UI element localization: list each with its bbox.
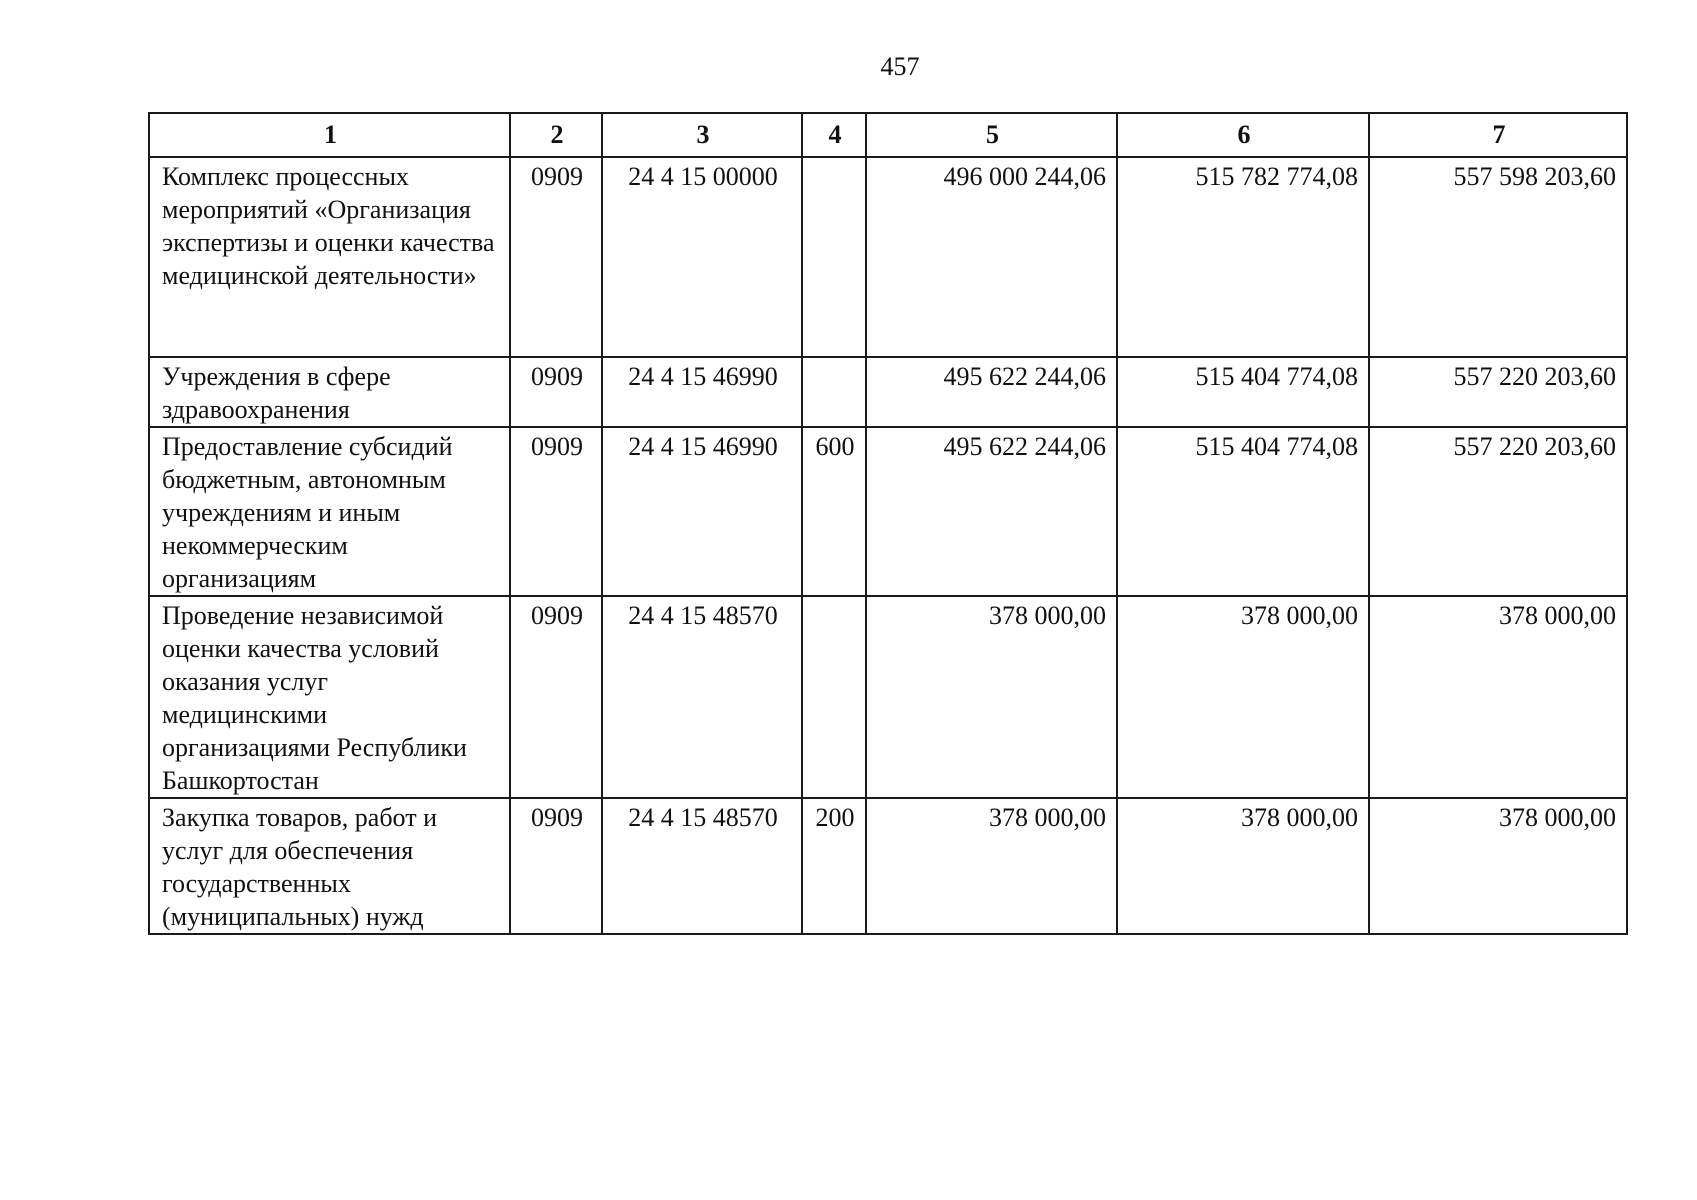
expense-type-cell: 600 [802,427,866,596]
amount-col7-cell: 378 000,00 [1369,798,1627,934]
section-code-cell: 0909 [510,798,602,934]
budget-table [148,112,1628,935]
table-row [149,427,1627,596]
amount-col6-cell: 378 000,00 [1117,798,1369,934]
amount-col7-cell: 557 220 203,60 [1369,427,1627,596]
amount-col6-cell: 515 404 774,08 [1117,357,1369,427]
amount-col5-cell: 495 622 244,06 [866,427,1117,596]
amount-col5-cell: 496 000 244,06 [866,157,1117,357]
row-name-cell: Предоставление субсидий бюджетным, автономным учреждениям и иным некоммерческим организациям [149,427,510,596]
section-code-cell: 0909 [510,427,602,596]
table-row [149,596,1627,798]
amount-col7-cell: 378 000,00 [1369,596,1627,798]
column-header-5: 5 [866,113,1117,157]
expense-type-cell: 200 [802,798,866,934]
table-row [149,357,1627,427]
expense-type-cell [802,157,866,357]
amount-col6-cell: 515 404 774,08 [1117,427,1369,596]
target-article-cell: 24 4 15 46990 [602,357,802,427]
section-code-cell: 0909 [510,357,602,427]
target-article-cell: 24 4 15 00000 [602,157,802,357]
amount-col7-cell: 557 598 203,60 [1369,157,1627,357]
column-header-4: 4 [802,113,866,157]
amount-col6-cell: 515 782 774,08 [1117,157,1369,357]
column-header-1: 1 [149,113,510,157]
amount-col5-cell: 495 622 244,06 [866,357,1117,427]
target-article-cell: 24 4 15 48570 [602,798,802,934]
page-number: 457 [880,52,920,81]
table-row [149,798,1627,934]
amount-col7-cell: 557 220 203,60 [1369,357,1627,427]
amount-col6-cell: 378 000,00 [1117,596,1369,798]
amount-col5-cell: 378 000,00 [866,798,1117,934]
target-article-cell: 24 4 15 46990 [602,427,802,596]
amount-col5-cell: 378 000,00 [866,596,1117,798]
target-article-cell: 24 4 15 48570 [602,596,802,798]
row-name-cell: Проведение независимой оценки качества условий оказания услуг медицинскими организациями Республики Башкортостан [149,596,510,798]
column-header-2: 2 [510,113,602,157]
column-header-3: 3 [602,113,802,157]
expense-type-cell [802,357,866,427]
column-header-6: 6 [1117,113,1369,157]
expense-type-cell [802,596,866,798]
section-code-cell: 0909 [510,157,602,357]
row-name-cell: Комплекс процессных мероприятий «Организация экспертизы и оценки качества медицинской деятельности» [149,157,510,357]
row-name-cell: Закупка товаров, работ и услуг для обеспечения государственных (муниципальных) нужд [149,798,510,934]
row-name-cell: Учреждения в сфере здравоохранения [149,357,510,427]
table-row [149,157,1627,357]
section-code-cell: 0909 [510,596,602,798]
column-header-7: 7 [1369,113,1627,157]
header-row [149,113,1627,157]
